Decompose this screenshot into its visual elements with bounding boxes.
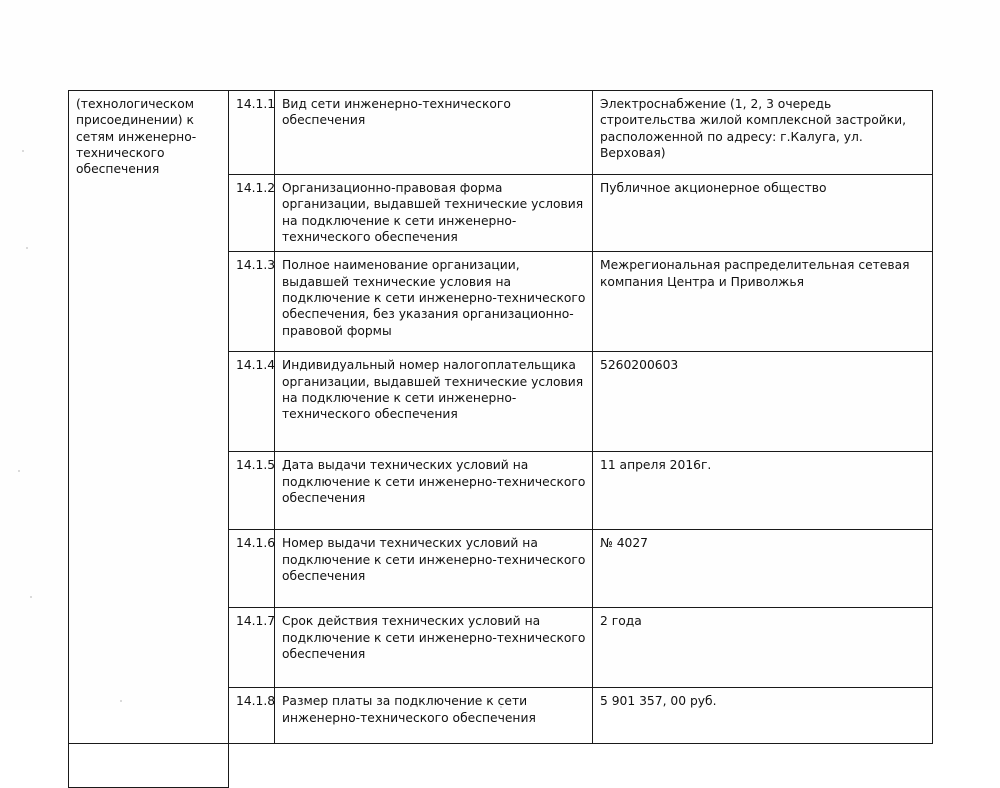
merged-left-cell: (технологическом присоединении) к сетям инженерно-технического обеспечения xyxy=(69,91,229,744)
table-row-empty xyxy=(69,744,933,788)
row-name: Размер платы за подключение к сети инженерно-технического обеспечения xyxy=(275,688,593,744)
row-value: 5260200603 xyxy=(593,352,933,452)
row-name: Вид сети инженерно-технического обеспечения xyxy=(275,91,593,175)
row-value: Публичное акционерное общество xyxy=(593,175,933,252)
row-value: 2 года xyxy=(593,608,933,688)
row-number: 14.1.5 xyxy=(229,452,275,530)
row-number: 14.1.3 xyxy=(229,252,275,352)
row-name: Дата выдачи технических условий на подключение к сети инженерно-технического обеспечения xyxy=(275,452,593,530)
row-value: Межрегиональная распределительная сетевая компания Центра и Приволжья xyxy=(593,252,933,352)
row-value: № 4027 xyxy=(593,530,933,608)
row-value: 5 901 357, 00 руб. xyxy=(593,688,933,744)
empty-cell xyxy=(229,744,275,788)
row-number: 14.1.7 xyxy=(229,608,275,688)
scan-speck xyxy=(26,247,28,249)
row-number: 14.1.8 xyxy=(229,688,275,744)
row-number: 14.1.4 xyxy=(229,352,275,452)
empty-cell xyxy=(275,744,593,788)
scan-speck xyxy=(30,596,32,598)
row-name: Полное наименование организации, выдавшей технические условия на подключение к сети инженерно-технического обеспечения, без указания организационно-правовой формы xyxy=(275,252,593,352)
row-number: 14.1.1 xyxy=(229,91,275,175)
row-name: Срок действия технических условий на подключение к сети инженерно-технического обеспечения xyxy=(275,608,593,688)
technical-conditions-table xyxy=(68,90,933,788)
row-name: Организационно-правовая форма организации, выдавшей технические условия на подключение к сети инженерно-технического обеспечения xyxy=(275,175,593,252)
row-name: Индивидуальный номер налогоплательщика организации, выдавшей технические условия на подключение к сети инженерно-технического обеспечения xyxy=(275,352,593,452)
row-number: 14.1.6 xyxy=(229,530,275,608)
row-value: Электроснабжение (1, 2, 3 очередь строительства жилой комплексной застройки, расположенной по адресу: г.Калуга, ул. Верховая) xyxy=(593,91,933,175)
row-value: 11 апреля 2016г. xyxy=(593,452,933,530)
scan-speck xyxy=(18,470,20,472)
row-number: 14.1.2 xyxy=(229,175,275,252)
empty-cell xyxy=(69,744,229,788)
scan-speck xyxy=(22,150,24,152)
table-row xyxy=(69,91,933,175)
row-name: Номер выдачи технических условий на подключение к сети инженерно-технического обеспечения xyxy=(275,530,593,608)
empty-cell xyxy=(593,744,933,788)
